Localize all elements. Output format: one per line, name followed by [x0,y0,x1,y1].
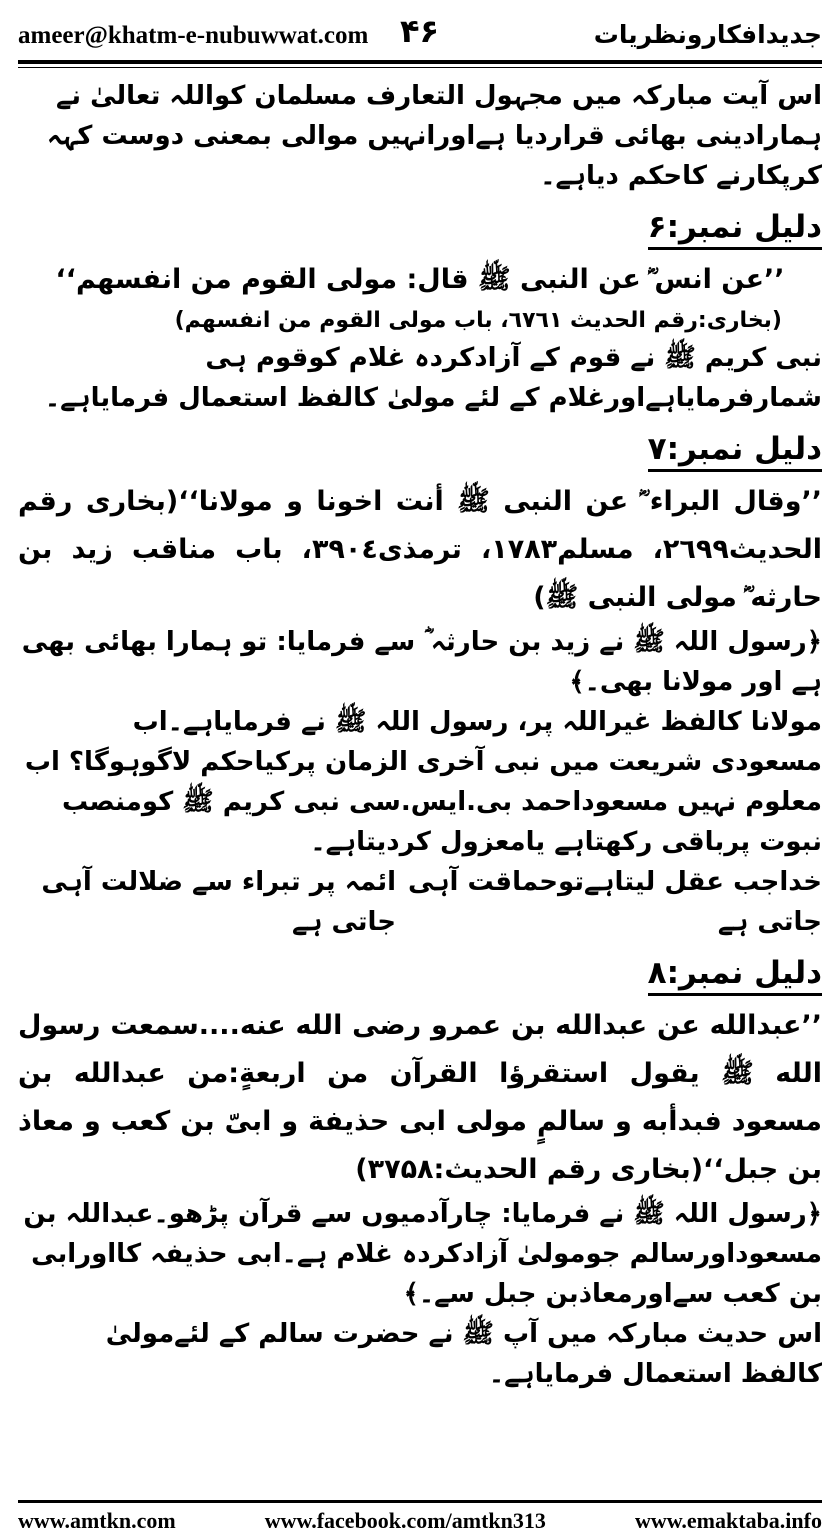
header-rule-thin [18,67,822,68]
page-footer [18,1508,822,1534]
paragraph-intro: اس آیت مبارکہ میں مجہول التعارف مسلمان کواللہ تعالیٰ نے ہمارادینی بھائی قراردیا ہےاورانہیں موالی بمعنی دوست کہہ کرپکارنے کاحکم دیاہے۔ [46,81,822,191]
footer-link-emaktaba[interactable]: www.emaktaba.info [634,1508,822,1533]
hadith-7: ’’وقال البراء ؓ عن النبی ﷺ أنت اخونا و مولانا‘‘(بخاری رقم الحدیث٢٦٩٩، مسلم١٧٨٣، ترمذی٣٩٠٤، باب مناقب زید بن حارثه ؓ مولی النبی ﷺ) [18,486,822,613]
heading-proof-8: دلیل نمبر:۸ [18,946,822,1000]
page-number: ۴۶ [400,12,440,50]
page-content [18,76,822,1394]
reference-6: (بخاری:رقم الحدیث ٦٧٦١، باب مولی القوم من انفسهم) [174,308,782,333]
heading-proof-7: دلیل نمبر:۷ [18,422,822,476]
paragraph-7b: مولانا کالفظ غیراللہ پر، رسول اللہ ﷺ نے فرمایاہے۔اب مسعودی شریعت میں نبی آخری الزمان پرکیاحکم لاگوہوگا؟ اب معلوم نہیں مسعوداحمد بی.ایس.سی نبی کریم ﷺ کومنصب نبوت پرباقی رکھتاہے یامعزول کردیتاہے۔ [24,707,822,857]
footer-link-amtkn[interactable]: www.amtkn.com [18,1508,176,1533]
verse-right: خداجب عقل لیتاہےتوحماقت آہی جاتی ہے [408,867,822,937]
header-rule [18,60,822,64]
hadith-6: ’’عن انس ؓ عن النبی ﷺ قال: مولی القوم من انفسهم‘‘ [55,264,785,295]
header-email: ameer@khatm-e-nubuwwat.com [18,22,369,49]
heading-proof-6: دلیل نمبر:۶ [18,200,822,254]
verse-line [18,862,822,942]
hadith-8: ’’عبدالله عن عبدالله بن عمرو رضی الله عنه....سمعت رسول الله ﷺ یقول استقرؤا القرآن من اربعةٍ:من عبدالله بن مسعود فبدأبه و سالمٍ مولی ابی حذیفة و ابیّ بن کعب و معاذ بن جبل‘‘(بخاری رقم الحدیث:۳۷۵۸) [18,1010,822,1185]
page-header [18,6,822,62]
verse-left: ائمہ پر تبراء سے ضلالت آہی جاتی ہے [41,867,397,937]
footer-rule [18,1500,822,1503]
paragraph-6: نبی کریم ﷺ نے قوم کے آزادکردہ غلام کوقوم ہی شمارفرمایاہےاورغلام کے لئے مولیٰ کالفظ استعمال فرمایاہے۔ [44,343,822,413]
paragraph-7a: ﴿رسول اللہ ﷺ نے زید بن حارثہ ؓ سے فرمایا: تو ہمارا بھائی بھی ہے اور مولانا بھی۔﴾ [21,627,822,697]
book-title: جدیدافکارونظریات [593,20,822,49]
paragraph-8b: اس حدیث مبارکہ میں آپ ﷺ نے حضرت سالم کے لئےمولیٰ کالفظ استعمال فرمایاہے۔ [105,1319,822,1389]
paragraph-8a: ﴿رسول اللہ ﷺ نے فرمایا: چارآدمیوں سے قرآن پڑھو۔عبداللہ بن مسعوداورسالم جومولیٰ آزادکردہ غلام ہے۔ابی حذیفہ کااورابی بن کعب سےاورمعاذبن جبل سے۔﴾ [23,1199,822,1309]
footer-link-facebook[interactable]: www.facebook.com/amtkn313 [264,1508,546,1533]
